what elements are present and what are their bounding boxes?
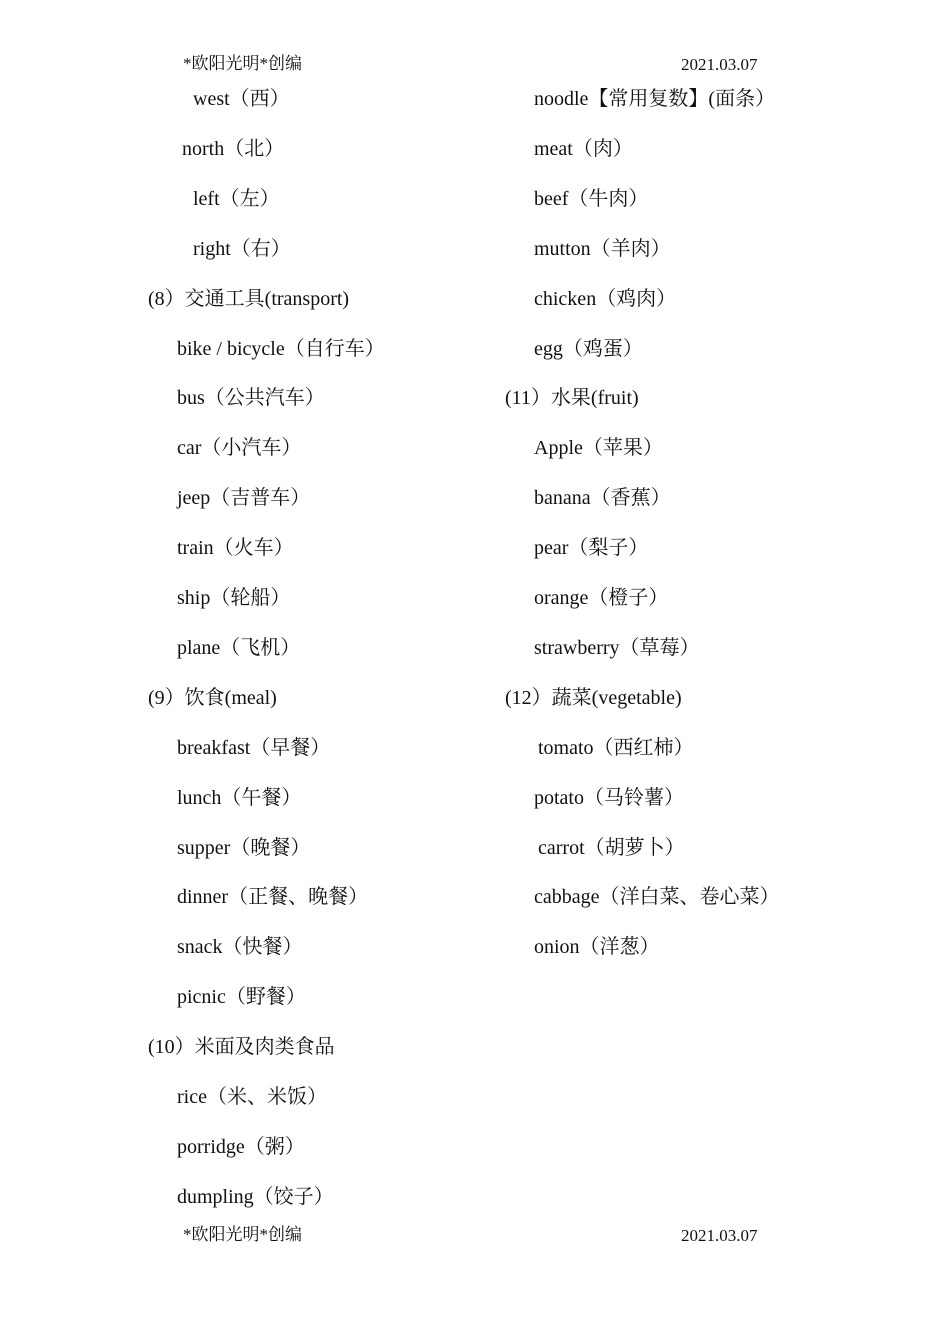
left-item: snack（快餐） <box>177 936 303 958</box>
left-heading: (9）饮食(meal) <box>148 687 277 709</box>
header-author: *欧阳光明*创编 <box>183 54 302 73</box>
left-heading: (10）米面及肉类食品 <box>148 1036 335 1058</box>
right-item: tomato（西红柿） <box>538 737 694 759</box>
left-item: lunch（午餐） <box>177 787 302 809</box>
right-item: meat（肉） <box>534 138 633 160</box>
left-item: picnic（野餐） <box>177 986 306 1008</box>
left-item: north（北） <box>182 138 285 160</box>
left-item: dumpling（饺子） <box>177 1186 334 1208</box>
right-item: banana（香蕉） <box>534 487 671 509</box>
left-item: left（左） <box>193 188 280 210</box>
right-item: egg（鸡蛋） <box>534 338 643 360</box>
left-item: porridge（粥） <box>177 1136 305 1158</box>
left-item: ship（轮船） <box>177 587 291 609</box>
right-item: cabbage（洋白菜、卷心菜） <box>534 886 780 908</box>
left-item: west（西） <box>193 88 290 110</box>
right-item: beef（牛肉） <box>534 188 649 210</box>
left-item: train（火车） <box>177 537 294 559</box>
left-item: right（右） <box>193 238 291 260</box>
left-item: breakfast（早餐） <box>177 737 331 759</box>
right-item: strawberry（草莓） <box>534 637 700 659</box>
left-item: bike / bicycle（自行车） <box>177 338 385 360</box>
right-item: orange（橙子） <box>534 587 669 609</box>
left-item: bus（公共汽车） <box>177 387 325 409</box>
footer-date: 2021.03.07 <box>681 1226 758 1245</box>
left-item: car（小汽车） <box>177 437 302 459</box>
right-item: Apple（苹果） <box>534 437 663 459</box>
left-item: plane（飞机） <box>177 637 301 659</box>
right-item: onion（洋葱） <box>534 936 660 958</box>
right-item: noodle【常用复数】(面条） <box>534 88 776 110</box>
right-item: potato（马铃薯） <box>534 787 684 809</box>
right-item: pear（梨子） <box>534 537 649 559</box>
left-item: dinner（正餐、晚餐） <box>177 886 369 908</box>
right-item: chicken（鸡肉） <box>534 288 677 310</box>
left-item: jeep（吉普车） <box>177 487 311 509</box>
right-item: carrot（胡萝卜） <box>538 837 685 859</box>
right-item: mutton（羊肉） <box>534 238 671 260</box>
header-date: 2021.03.07 <box>681 55 758 74</box>
left-item: rice（米、米饭） <box>177 1086 327 1108</box>
right-heading: (11）水果(fruit) <box>505 387 639 409</box>
right-heading: (12）蔬菜(vegetable) <box>505 687 682 709</box>
left-heading: (8）交通工具(transport) <box>148 288 350 310</box>
left-item: supper（晚餐） <box>177 837 311 859</box>
footer-author: *欧阳光明*创编 <box>183 1225 302 1244</box>
